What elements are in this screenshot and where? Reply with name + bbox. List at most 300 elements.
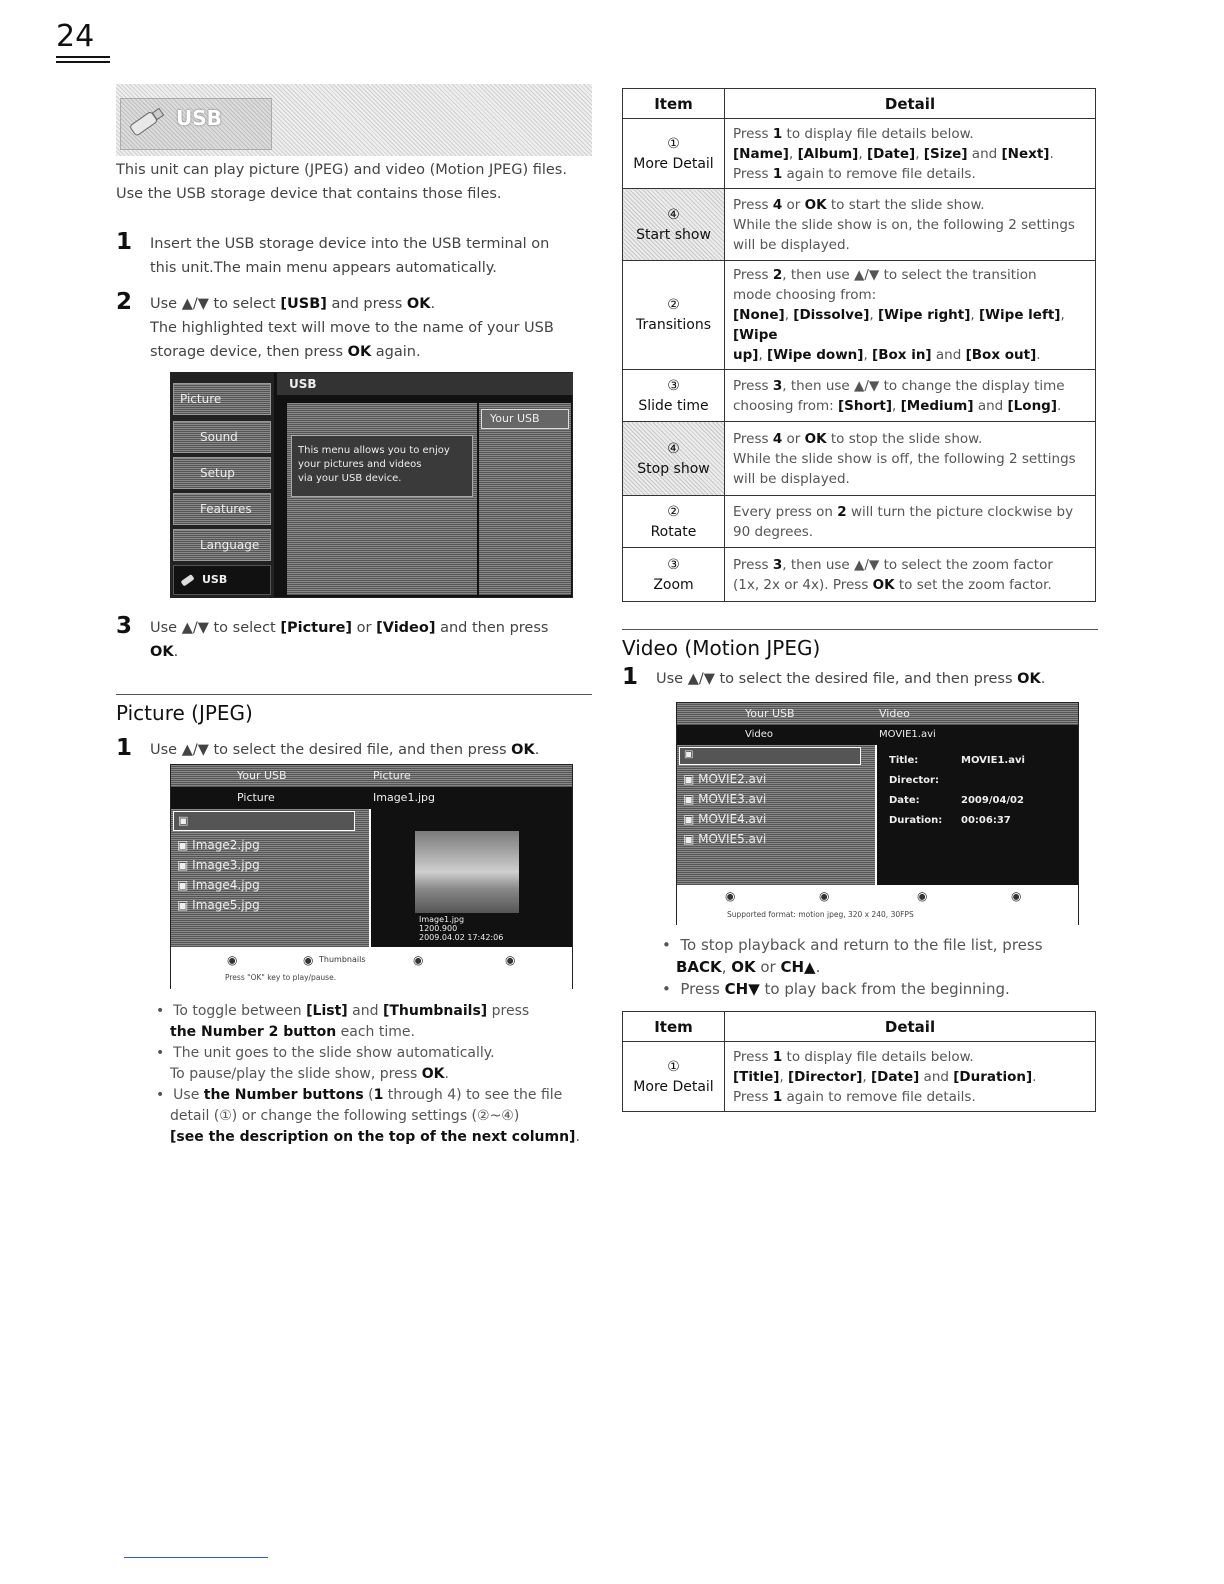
t1r2-wipe-down: [Wipe down]	[767, 347, 864, 363]
menu-item-sound-label: Sound	[200, 430, 238, 444]
picture-settings-table	[622, 88, 1096, 602]
picture-browser-screen	[170, 764, 573, 989]
step-1-text	[150, 232, 590, 280]
video-detail-title	[889, 751, 1025, 771]
detail-more-detail	[725, 1042, 1096, 1112]
t1r2-post: , then use ▲/▼ to select the transition	[782, 267, 1037, 283]
table-row-stop-show	[623, 422, 1096, 496]
button-4-icon: ◉	[1011, 889, 1022, 903]
vb1-s2: or	[755, 958, 781, 976]
step-2-line-1	[150, 292, 590, 316]
detail-rotate	[725, 496, 1096, 548]
device-column	[479, 403, 571, 595]
pb1-thumbnails: [Thumbnails]	[382, 1003, 488, 1019]
t1r6-l2-post: to set the zoom factor.	[894, 576, 1052, 593]
detail-value: 2009/04/02	[961, 795, 1024, 806]
t1r1-four: 4	[772, 196, 783, 213]
item-zoom	[623, 548, 725, 602]
video-file-icon: ▣	[683, 772, 699, 786]
item-number: ④	[667, 206, 680, 223]
picture-file-item[interactable]	[177, 855, 260, 875]
t1r0-date: [Date]	[866, 145, 916, 162]
t1r0-next: [Next]	[1001, 145, 1050, 162]
detail-value: 00:06:37	[961, 815, 1011, 826]
picture-section-rule	[116, 694, 592, 695]
picture-step-text	[150, 738, 590, 762]
video-file-item[interactable]	[683, 809, 766, 829]
pb3-see-next: [see the description on the top of the next column]	[170, 1129, 576, 1145]
step-3-line-2	[150, 640, 590, 664]
step-2-l1-ok: OK	[406, 296, 431, 312]
t1r4-l2: While the slide show is off, the following 2 settings	[733, 450, 1076, 467]
video-bullet-1-line-2	[662, 956, 1102, 978]
vb1-post: .	[815, 958, 821, 976]
detail-start-show	[725, 189, 1096, 261]
table-row-slide-time	[623, 370, 1096, 422]
item-number: ①	[667, 1058, 680, 1075]
picture-bullet-3-line-2: detail (①) or change the following settings (②~④)	[170, 1108, 520, 1124]
t2-s4: .	[1032, 1068, 1037, 1085]
picture-bullet-3-line-3	[156, 1127, 596, 1148]
main-menu-info-box	[291, 435, 473, 497]
menu-item-sound[interactable]	[173, 421, 271, 453]
detail-key: Title:	[889, 755, 919, 766]
detail-key: Duration:	[889, 815, 943, 826]
picture-bullet-1: • To toggle between [List] and [Thumbnails] press	[156, 1003, 530, 1019]
picture-file-name: Image5.jpg	[192, 898, 260, 912]
picture-crumb-your-usb[interactable]: Your USB	[237, 769, 287, 782]
t1r2-l2: mode choosing from:	[733, 287, 877, 303]
button-2-icon: ◉	[303, 953, 314, 967]
video-file-name: MOVIE5.avi	[698, 832, 767, 846]
step-2-l1-post: .	[430, 296, 436, 312]
video-step-ok: OK	[1017, 671, 1041, 687]
item-stop-show	[623, 422, 725, 496]
menu-item-picture-label: Picture	[180, 392, 222, 406]
item-number: ②	[667, 503, 680, 520]
step-3-l1-post: and then press	[435, 620, 549, 636]
main-menu-sidebar	[171, 373, 274, 597]
menu-item-language-label: Language	[200, 538, 260, 552]
button-1-icon: ◉	[227, 953, 238, 967]
t1r3-s2: and	[973, 397, 1008, 414]
vb2-pre: Press	[680, 980, 725, 998]
page-number-rule-2	[56, 61, 110, 63]
t1r2-s1: ,	[784, 307, 794, 323]
pb1-mid: and	[347, 1003, 383, 1019]
picture-bullet-2-line-2	[156, 1064, 596, 1085]
step-3-l1-pre: Use ▲/▼ to select	[150, 620, 281, 636]
button-4-icon: ◉	[505, 953, 516, 967]
video-supported-format: Supported format: motion jpeg, 320 x 240, 30FPS	[727, 910, 914, 919]
t1r3-post: , then use ▲/▼ to change the display time	[782, 377, 1065, 394]
video-settings-table	[622, 1011, 1096, 1112]
video-step-text	[656, 667, 1096, 691]
video-detail-date	[889, 791, 1025, 811]
menu-item-setup-label: Setup	[200, 466, 235, 480]
main-menu-header	[277, 373, 573, 395]
t2-duration: [Duration]	[953, 1068, 1033, 1085]
menu-item-picture[interactable]	[173, 383, 271, 415]
button-2-icon: ◉	[819, 889, 830, 903]
detail-transitions	[725, 261, 1096, 370]
item-label: Slide time	[638, 397, 709, 414]
table-row-start-show	[623, 189, 1096, 261]
t1r0-l1-pre: Press	[733, 125, 773, 142]
picture-file-name: Image2.jpg	[192, 838, 260, 852]
t1r3-s3: .	[1057, 397, 1062, 414]
video-detail-duration	[889, 811, 1025, 831]
pb1-l2-post: each time.	[336, 1024, 415, 1040]
menu-item-features[interactable]	[173, 493, 271, 525]
picture-bullet-1-line-2	[156, 1022, 596, 1043]
menu-item-usb-label: USB	[202, 573, 228, 586]
menu-item-setup[interactable]	[173, 457, 271, 489]
picture-bullet-2: • The unit goes to the slide show automatically.	[156, 1045, 495, 1061]
menu-item-usb[interactable]	[173, 565, 271, 595]
intro-line-1: This unit can play picture (JPEG) and video (Motion JPEG) files.	[116, 162, 567, 178]
detail-key: Director:	[889, 775, 939, 786]
item-transitions	[623, 261, 725, 370]
pb2-l2-post: .	[444, 1066, 449, 1082]
vb1-back: BACK	[676, 958, 722, 976]
t1r0-l1-post: to display file details below.	[782, 125, 974, 142]
page-number-rule	[56, 56, 110, 58]
button-3-icon: ◉	[413, 953, 424, 967]
usb-icon	[124, 104, 168, 140]
step-1-line-2: this unit.The main menu appears automatically.	[150, 260, 497, 276]
t1r2-pre: Press	[733, 267, 773, 283]
video-breadcrumb-bar	[677, 703, 1078, 725]
image-file-icon: ▣	[177, 898, 193, 912]
t1r2-wipe: [Wipe	[733, 327, 778, 343]
t1r2-up: up]	[733, 347, 759, 363]
step-1-number: 1	[116, 229, 133, 255]
table-row-more-detail	[623, 1042, 1096, 1112]
thumbnails-label: Thumbnails	[319, 955, 366, 964]
t2-l1-b: 1	[772, 1048, 783, 1065]
image-file-icon: ▣	[177, 838, 193, 852]
vb1-s1: ,	[721, 958, 732, 976]
detail-stop-show	[725, 422, 1096, 496]
video-file-list	[677, 745, 875, 885]
t1r2-s5: ,	[758, 347, 768, 363]
t1r0-s1: ,	[788, 145, 798, 162]
pb1-post: press	[487, 1003, 530, 1019]
step-2-l3-pre: storage device, then press	[150, 344, 348, 360]
video-file-selected[interactable]	[679, 747, 861, 765]
table-row-more-detail	[623, 119, 1096, 189]
item-number: ③	[667, 377, 680, 394]
item-more-detail	[623, 119, 725, 189]
detail-value: MOVIE1.avi	[961, 755, 1025, 766]
step-3-text	[150, 616, 590, 664]
step-2-l1-mid: and press	[326, 296, 407, 312]
video-footer	[677, 885, 1078, 925]
step-1-line-1: Insert the USB storage device into the USB terminal on	[150, 236, 550, 252]
pb3-one: 1	[373, 1087, 384, 1103]
table-head-detail: Detail	[725, 89, 1096, 119]
t1r0-s5: .	[1049, 145, 1054, 162]
t1r5-pre: Every press on	[733, 503, 838, 520]
vb2-ch-down: CH▼	[724, 980, 760, 998]
video-current-file: MOVIE1.avi	[879, 729, 936, 740]
t1r2-s4: ,	[1060, 307, 1065, 323]
image-file-icon: ▣	[177, 878, 193, 892]
video-bullet-1: • To stop playback and return to the file list, press	[662, 936, 1043, 954]
table-head-item: Item	[623, 1012, 725, 1042]
t2-l1-pre: Press	[733, 1048, 773, 1065]
t1r0-s2: ,	[858, 145, 867, 162]
t2-l3-pre: Press	[733, 1088, 773, 1105]
step-2-line-3	[150, 340, 590, 364]
picture-thumbnail-image	[415, 831, 519, 913]
main-menu-content	[287, 403, 477, 595]
t1r4-four: 4	[772, 430, 783, 447]
picture-file-selected-icon: ▣	[178, 814, 189, 827]
table-row-transitions	[623, 261, 1096, 370]
picture-bullets	[156, 1001, 596, 1148]
t1r2-s2: ,	[869, 307, 878, 323]
pb1-pre: To toggle between	[173, 1003, 307, 1019]
t2-title: [Title]	[733, 1068, 780, 1085]
t1r0-s4: and	[967, 145, 1002, 162]
item-number: ③	[667, 556, 680, 573]
t2-date: [Date]	[871, 1068, 920, 1085]
step-2-l1-pre: Use ▲/▼ to select	[150, 296, 281, 312]
t1r2-dissolve: [Dissolve]	[793, 307, 870, 323]
picture-preview-panel	[371, 809, 572, 947]
page-number: 24	[56, 19, 95, 54]
detail-key: Date:	[889, 795, 920, 806]
video-file-icon: ▣	[683, 792, 699, 806]
video-step-number: 1	[622, 664, 639, 690]
t1r0-l3-pre: Press	[733, 165, 773, 182]
picture-file-item[interactable]	[177, 895, 260, 915]
t1r3-l2-pre: choosing from:	[733, 397, 838, 414]
t2-s1: ,	[779, 1068, 789, 1085]
video-file-name: MOVIE4.avi	[698, 812, 767, 826]
info-line-2: your pictures and videos	[298, 459, 422, 470]
video-detail-director	[889, 771, 1025, 791]
item-label: Zoom	[653, 576, 694, 593]
t1r5-two: 2	[837, 503, 847, 520]
t1r6-three: 3	[772, 556, 783, 573]
picture-breadcrumb-bar	[171, 765, 572, 787]
device-your-usb[interactable]	[481, 409, 569, 429]
t1r1-pre: Press	[733, 196, 773, 213]
main-menu-screen	[170, 372, 573, 598]
t1r1-ok: OK	[804, 196, 827, 213]
t1r2-wipe-left: [Wipe left]	[978, 307, 1061, 323]
item-label: Transitions	[636, 317, 711, 333]
video-file-selected-icon: ▣	[684, 749, 694, 760]
t1r3-short: [Short]	[837, 397, 893, 414]
picture-file-selected[interactable]	[173, 811, 355, 831]
picture-col-title: Picture	[237, 791, 275, 804]
video-details-panel	[877, 745, 1078, 885]
picture-current-file: Image1.jpg	[373, 791, 435, 804]
video-file-item[interactable]	[683, 829, 766, 849]
item-label: More Detail	[633, 1078, 714, 1095]
t1r2-s8: .	[1036, 347, 1041, 363]
detail-slide-time	[725, 370, 1096, 422]
item-label: More Detail	[633, 155, 714, 172]
video-bullet-2: • Press CH▼ to play back from the beginning.	[662, 980, 1010, 998]
t2-l1-post: to display file details below.	[782, 1048, 974, 1065]
t2-s3: and	[919, 1068, 954, 1085]
video-file-icon: ▣	[683, 832, 699, 846]
step-2-l3-post: again.	[371, 344, 421, 360]
t1r3-pre: Press	[733, 377, 773, 394]
video-file-name: MOVIE2.avi	[698, 772, 767, 786]
video-bullets	[662, 934, 1102, 1000]
t1r5-post: will turn the picture clockwise by	[846, 503, 1074, 520]
pb3-mid: (	[363, 1087, 374, 1103]
t1r5-l2: 90 degrees.	[733, 523, 814, 540]
t1r0-l3-b: 1	[772, 165, 783, 182]
picture-info-size: 1200.900	[419, 924, 458, 933]
item-number: ④	[667, 440, 680, 457]
video-col-title: Video	[745, 729, 774, 740]
picture-file-name: Image3.jpg	[192, 858, 260, 872]
video-browser-screen	[676, 702, 1079, 925]
table-header-row	[623, 89, 1096, 119]
step-3-line-1	[150, 616, 590, 640]
t1r6-pre: Press	[733, 556, 773, 573]
video-step-pre: Use ▲/▼ to select the desired file, and then press	[656, 671, 1018, 687]
item-label: Start show	[636, 226, 711, 243]
video-step-post: .	[1040, 671, 1046, 687]
step-2-l3-ok: OK	[347, 344, 372, 360]
t1r1-mid: or	[782, 196, 805, 213]
video-crumb-video[interactable]: Video	[879, 707, 910, 720]
t1r6-ok: OK	[872, 576, 895, 593]
step-3-l2-ok: OK	[150, 644, 174, 660]
t1r3-three: 3	[772, 377, 783, 394]
picture-step-post: .	[534, 742, 540, 758]
picture-step-pre: Use ▲/▼ to select the desired file, and then press	[150, 742, 512, 758]
step-3-l2-post: .	[173, 644, 179, 660]
picture-info-date: 2009.04.02 17:42:06	[419, 933, 504, 942]
video-heading: Video (Motion JPEG)	[622, 636, 821, 660]
menu-item-language[interactable]	[173, 529, 271, 561]
t1r2-s3: ,	[970, 307, 979, 323]
step-3-l1-video: [Video]	[376, 620, 436, 636]
step-2-text	[150, 292, 590, 364]
t1r6-post: , then use ▲/▼ to select the zoom factor	[782, 556, 1053, 573]
picture-info-name: Image1.jpg	[419, 915, 465, 924]
pb3-l3-post: .	[575, 1129, 580, 1145]
table-row-rotate	[623, 496, 1096, 548]
t2-l3-b: 1	[772, 1088, 783, 1105]
picture-header	[171, 765, 572, 809]
pb3-number-buttons: the Number buttons	[203, 1087, 364, 1103]
table-head-item: Item	[623, 89, 725, 119]
t1r0-l3-post: again to remove file details.	[782, 165, 976, 182]
picture-step-number: 1	[116, 735, 133, 761]
info-line-3: via your USB device.	[298, 473, 402, 484]
info-line-1: This menu allows you to enjoy	[298, 445, 450, 456]
step-3-l1-picture: [Picture]	[280, 620, 353, 636]
item-label: Stop show	[637, 460, 710, 477]
picture-bullet-3: • Use the Number buttons (1 through 4) to see the file	[156, 1087, 563, 1103]
pb3-post: through 4) to see the file	[383, 1087, 563, 1103]
pb1-number-2: the Number 2 button	[170, 1024, 337, 1040]
pb2-ok: OK	[421, 1066, 445, 1082]
t1r4-l3: will be displayed.	[733, 470, 850, 487]
intro-line-2: Use the USB storage device that contains those files.	[116, 186, 502, 202]
t1r4-pre: Press	[733, 430, 773, 447]
item-slide-time	[623, 370, 725, 422]
vb2-post: to play back from the beginning.	[759, 980, 1010, 998]
t1r2-wipe-right: [Wipe right]	[877, 307, 971, 323]
t1r6-l2-pre: (1x, 2x or 4x). Press	[733, 576, 873, 593]
step-2-l1-usb: [USB]	[280, 296, 327, 312]
video-file-icon: ▣	[683, 812, 699, 826]
t2-s2: ,	[862, 1068, 871, 1085]
step-3-l1-mid: or	[352, 620, 377, 636]
item-number: ②	[667, 297, 680, 313]
video-header	[677, 703, 1078, 745]
picture-file-item[interactable]	[177, 875, 260, 895]
item-start-show	[623, 189, 725, 261]
video-section-rule	[622, 629, 1098, 630]
table-head-detail: Detail	[725, 1012, 1096, 1042]
t1r2-s7: and	[931, 347, 966, 363]
t1r3-s1: ,	[892, 397, 901, 414]
video-file-item[interactable]	[683, 769, 766, 789]
picture-file-item[interactable]	[177, 835, 260, 855]
t1r1-post: to start the slide show.	[826, 196, 985, 213]
picture-crumb-picture[interactable]: Picture	[373, 769, 411, 782]
pb3-pre: Use	[173, 1087, 204, 1103]
picture-file-list	[171, 809, 369, 947]
pb2-l2-pre: To pause/play the slide show, press	[170, 1066, 422, 1082]
t1r4-mid: or	[782, 430, 805, 447]
t1r0-s3: ,	[915, 145, 924, 162]
picture-footer	[171, 947, 572, 989]
t1r2-box-in: [Box in]	[872, 347, 932, 363]
t1r3-long: [Long]	[1007, 397, 1058, 414]
picture-step-ok: OK	[511, 742, 535, 758]
video-crumb-your-usb[interactable]: Your USB	[745, 707, 795, 720]
t2-director: [Director]	[788, 1068, 863, 1085]
picture-heading: Picture (JPEG)	[116, 701, 253, 725]
video-file-item[interactable]	[683, 789, 766, 809]
device-label: Your USB	[490, 412, 540, 425]
t1r4-ok: OK	[804, 430, 827, 447]
step-2-line-2: The highlighted text will move to the name of your USB	[150, 320, 554, 336]
t1r0-l1-b: 1	[772, 125, 783, 142]
table-header-row	[623, 1012, 1096, 1042]
footer-rule	[124, 1557, 268, 1558]
picture-file-name: Image4.jpg	[192, 878, 260, 892]
item-rotate	[623, 496, 725, 548]
t1r0-size: [Size]	[923, 145, 968, 162]
button-1-icon: ◉	[725, 889, 736, 903]
t1r3-medium: [Medium]	[900, 397, 974, 414]
intro-text	[116, 158, 596, 206]
button-3-icon: ◉	[917, 889, 928, 903]
usb-icon	[178, 570, 198, 590]
step-2-number: 2	[116, 289, 133, 315]
item-label: Rotate	[650, 523, 697, 540]
main-menu-header-label: USB	[289, 377, 317, 391]
t1r2-two: 2	[772, 267, 783, 283]
t2-l3-post: again to remove file details.	[782, 1088, 976, 1105]
vb1-ok: OK	[731, 958, 756, 976]
